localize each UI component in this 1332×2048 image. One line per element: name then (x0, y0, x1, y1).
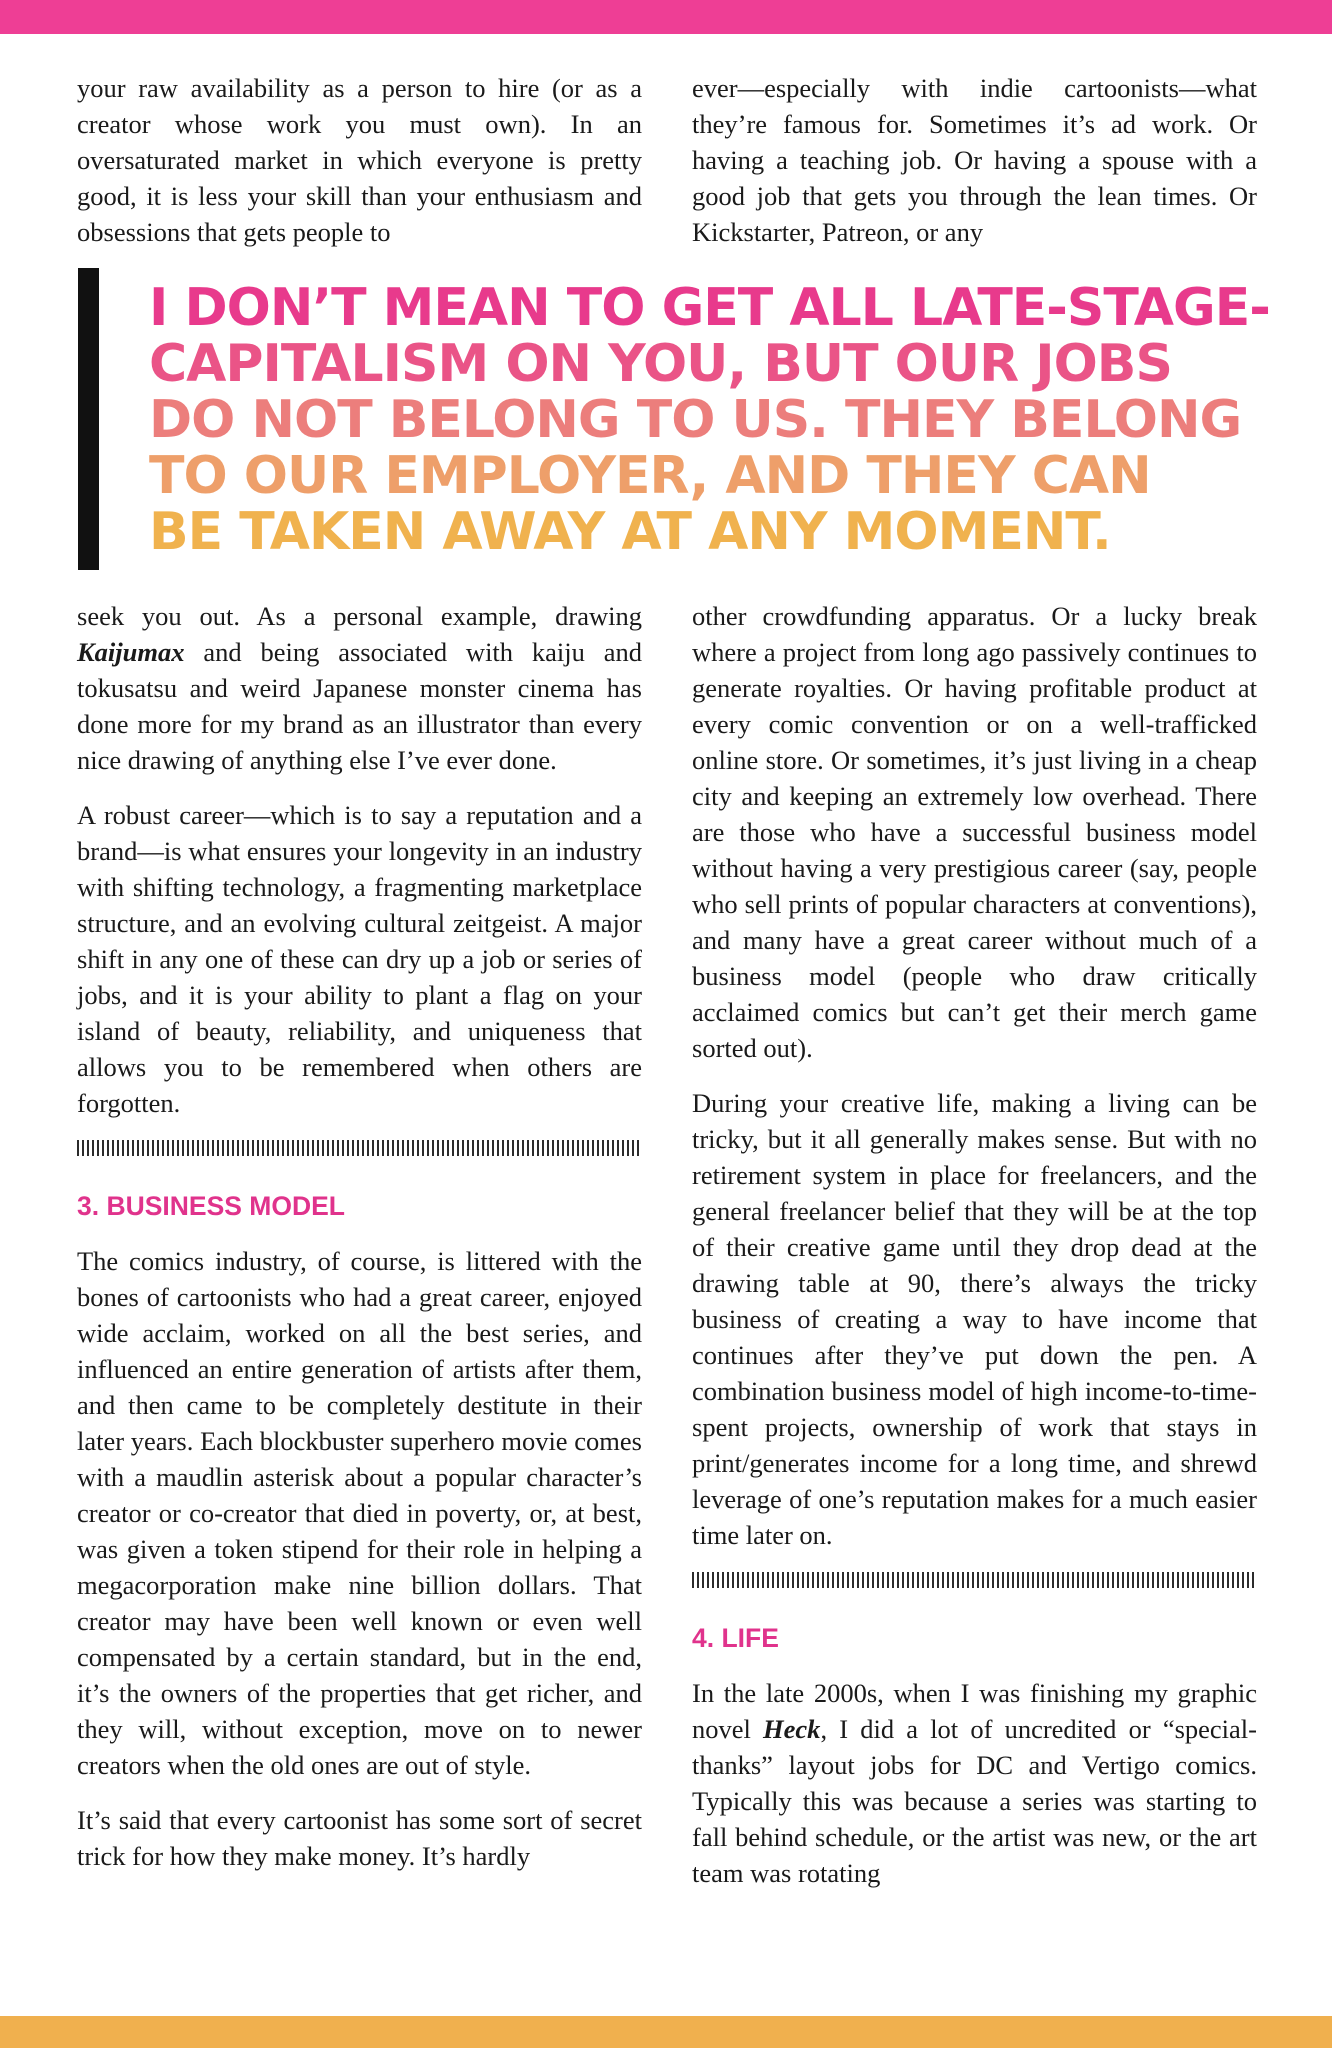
section-heading: 3. BUSINESS MODEL (77, 1191, 345, 1221)
pull-quote (78, 268, 1270, 570)
paragraph: The comics industry, of course, is littered with the bones of cartoonists who had a great career, enjoyed wide acclaim, worked on all the best series, and influenced an entire generation of artists after them, and then came to be completely destitute in their later years. Each blockbuster superhero movie comes with a maudlin asterisk about a popular character’s creator or co-creator that died in poverty, or, at best, was given a token stipend for their role in helping a megacorporation make nine billion dollars. That creator may have been well known or even well compensated by a certain standard, but in the end, it’s the owners of the properties that get richer, and they will, without exception, move on to newer creators when the old ones are out of style. (77, 1246, 642, 1780)
top-color-band (0, 0, 1332, 34)
pull-quote-line: TO OUR EMPLOYER, AND THEY CAN (149, 446, 1151, 506)
paragraph: A robust career—which is to say a reputation and a brand—is what ensures your longevity in an industry with shifting technology, a fragmenting marketplace structure, and an evolving cultural zeitgeist. A major shift in any one of these can dry up a job or series of jobs, and it is your ability to plant a flag on your island of beauty, reliability, and uniqueness that allows you to be remembered when others are forgotten. (77, 800, 642, 1118)
pull-quote-line: I DON’T MEAN TO GET ALL LATE-STAGE- (149, 278, 1270, 338)
top-right-text (692, 70, 1257, 250)
top-left-text (77, 70, 642, 250)
paragraph: seek you out. As a personal example, drawing Kaijumax and being associated with kaiju and tokusatsu and weird Japanese monster cinema has done more for my brand as an illustrator than every nice drawing of anything else I’ve ever done. (77, 601, 642, 775)
paragraph: It’s said that every cartoonist has some sort of secret trick for how they make money. It’s hardly (77, 1805, 642, 1871)
pull-quote-line: BE TAKEN AWAY AT ANY MOMENT. (149, 502, 1111, 562)
left-column (77, 598, 642, 1874)
pull-quote-bar (78, 268, 99, 570)
right-column (692, 598, 1257, 1891)
bottom-color-band (0, 2016, 1332, 2048)
pull-quote-line: CAPITALISM ON YOU, BUT OUR JOBS (149, 334, 1172, 394)
section-divider (77, 1140, 642, 1156)
pull-quote-line: DO NOT BELONG TO US. THEY BELONG (149, 390, 1242, 450)
paragraph: In the late 2000s, when I was finishing my graphic novel Heck, I did a lot of uncredited or “special-thanks” layout jobs for DC and Vertigo comics. Typically this was because a series was starting to fall behind schedule, or the artist was new, or the art team was rotating (692, 1678, 1257, 1888)
book-title: Heck (763, 1714, 821, 1744)
pull-quote-text (149, 280, 1332, 560)
section-heading: 4. LIFE (692, 1623, 779, 1653)
paragraph: your raw availability as a person to hire (or as a creator whose work you must own). In an oversaturated market in which everyone is pretty good, it is less your skill than your enthusiasm and obsessions that gets people to (77, 73, 642, 247)
section-divider (692, 1572, 1257, 1588)
paragraph: During your creative life, making a living can be tricky, but it all generally makes sense. But with no retirement system in place for freelancers, and the general freelancer belief that they will be at the top of their creative game until they drop dead at the drawing table at 90, there’s always the tricky business of creating a way to have income that continues after they’ve put down the pen. A combination business model of high income-to-time-spent projects, ownership of work that stays in print/generates income for a long time, and shrewd leverage of one’s reputation makes for a much easier time later on. (692, 1088, 1257, 1550)
paragraph: other crowdfunding apparatus. Or a lucky break where a project from long ago passively continues to generate royalties. Or having profitable product at every comic convention or on a well-trafficked online store. Or sometimes, it’s just living in a cheap city and keeping an extremely low overhead. There are those who have a successful business model without having a very prestigious career (say, people who sell prints of popular characters at conventions), and many have a great career without much of a business model (people who draw critically acclaimed comics but can’t get their merch game sorted out). (692, 601, 1257, 1063)
paragraph: ever—especially with indie cartoonists—what they’re famous for. Sometimes it’s ad work. Or having a teaching job. Or having a spouse with a good job that gets you through the lean times. Or Kickstarter, Patreon, or any (692, 73, 1257, 247)
book-title: Kaijumax (77, 637, 185, 667)
